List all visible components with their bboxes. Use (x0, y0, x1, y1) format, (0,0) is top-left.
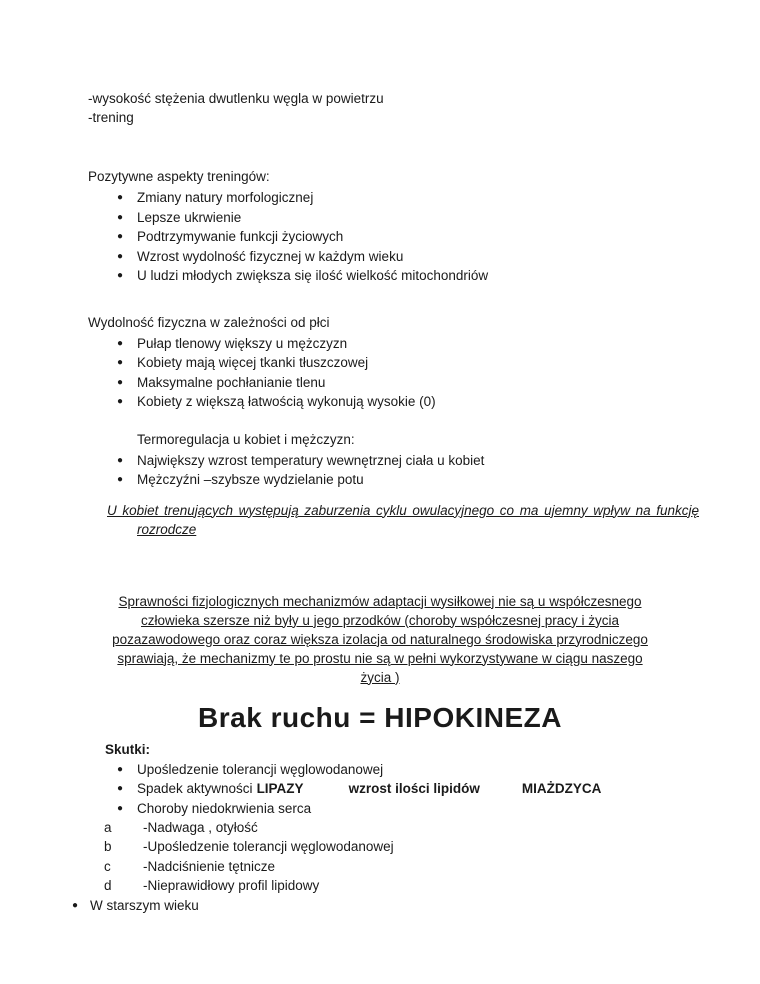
fitness-by-gender-list (88, 334, 672, 412)
bullet-item-lipase (88, 779, 672, 799)
bullet-item (88, 392, 672, 412)
bullet-item-text: Wzrost wydolność fizycznej w każdym wieku (137, 248, 404, 264)
lettered-item-text: -Nieprawidłowy profil lipidowy (143, 877, 320, 893)
bullet-item-text: Choroby niedokrwienia serca (137, 800, 312, 816)
bullet-dot-icon: ● (117, 783, 124, 794)
note-adaptation-paragraph: Sprawności fizjologicznych mechanizmów adaptacji wysiłkowej nie są u współczesnego człowieka szersze niż były u jego przodków (choroby współczesnej pracy i życia pozazawodowego oraz coraz większa izolacja od naturalnego środowiska przyrodniczego sprawiają, że mechanizmy te po prostu nie są w pełni wykorzystywane w ciągu naszego życia ) (112, 593, 648, 685)
effects-lettered-list (88, 818, 672, 895)
bullet-item (88, 451, 672, 471)
bullet-dot-icon: ● (117, 250, 124, 262)
bullet-item (88, 470, 672, 490)
section-title-positive-aspects: Pozytywne aspekty treningów: (88, 169, 270, 184)
bullet-dot-icon: ● (117, 270, 124, 281)
footer-bullet-text: W starszym wieku (90, 897, 199, 913)
bullet-item-text: Kobiety mają więcej tkanki tłuszczowej (137, 355, 369, 370)
bullet-item (88, 188, 672, 208)
bullet-item-text: U ludzi młodych zwiększa się ilość wielkość mitochondriów (137, 268, 489, 283)
section-title-thermoregulation: Termoregulacja u kobiet i mężczyzn: (137, 431, 355, 447)
atherosclerosis-term: MIAŻDZYCA (521, 781, 602, 796)
lipids-increase-term: wzrost ilości lipidów (348, 781, 480, 796)
intro-line-training: -trening (88, 110, 134, 125)
letter-marker: c (104, 858, 111, 874)
bullet-item-text: Lepsze ukrwienie (137, 209, 242, 225)
bullet-dot-icon: ● (117, 454, 124, 466)
bullet-dot-icon: ● (117, 357, 124, 368)
lettered-item-text: -Nadciśnienie tętnicze (143, 858, 276, 874)
positive-aspects-list (88, 188, 672, 286)
lettered-item (104, 818, 672, 837)
lettered-item (104, 857, 672, 876)
bullet-item-text: Upośledzenie tolerancji węglowodanowej (137, 761, 384, 777)
bullet-item-text: Kobiety z większą łatwością wykonują wysokie (0) (137, 394, 436, 409)
bullet-item-text: Mężczyźni –szybsze wydzielanie potu (137, 472, 364, 487)
bullet-dot-icon: ● (117, 396, 124, 407)
bullet-item (88, 208, 672, 228)
bullet-item (88, 760, 672, 780)
bullet-item (88, 373, 672, 393)
lipase-prefix: Spadek aktywności (137, 781, 253, 796)
bullet-item-text: Największy wzrost temperatury wewnętrznej ciała u kobiet (137, 452, 485, 468)
note-women-training-paragraph: U kobiet trenujących występują zaburzenia cyklu owulacyjnego co ma ujemny wpływ na funkcję rozrodcze (107, 502, 699, 537)
main-heading-hipokineza: Brak ruchu = HIPOKINEZA (198, 701, 562, 733)
bullet-item (88, 247, 672, 267)
lettered-item (104, 876, 672, 895)
bullet-dot-icon: ● (117, 231, 124, 242)
bullet-dot-icon: ● (117, 474, 124, 485)
effects-list (88, 760, 672, 819)
bullet-item-text: Zmiany natury morfologicznej (137, 190, 314, 205)
bullet-dot-icon: ● (117, 376, 124, 388)
letter-marker: b (104, 839, 112, 855)
effects-title: Skutki: (105, 741, 151, 757)
bullet-dot-icon: ● (117, 337, 124, 349)
bullet-item (88, 799, 672, 819)
thermoregulation-list (88, 451, 672, 490)
footer-bullet-older-age (72, 896, 672, 916)
bullet-dot-icon: ● (117, 192, 124, 203)
bullet-dot-icon: ● (117, 211, 124, 223)
bullet-item (88, 266, 672, 286)
bullet-item (88, 353, 672, 373)
lipase-term: LIPAZY (256, 781, 304, 796)
bullet-dot-icon: ● (117, 763, 124, 775)
letter-marker: a (104, 820, 112, 835)
bullet-dot-icon: ● (117, 802, 124, 814)
bullet-item (88, 334, 672, 354)
section-title-fitness-by-gender: Wydolność fizyczna w zależności od płci (88, 314, 330, 330)
bullet-item (88, 227, 672, 247)
bullet-item-text: Pułap tlenowy większy u mężczyzn (137, 335, 348, 351)
bullet-item-text: Maksymalne pochłanianie tlenu (137, 374, 326, 390)
bullet-dot-icon: ● (72, 899, 79, 911)
letter-marker: d (104, 877, 112, 893)
intro-line-co2: -wysokość stężenia dwutlenku węgla w powietrzu (88, 91, 384, 106)
lettered-item (104, 837, 672, 856)
lettered-item-text: -Nadwaga , otyłość (143, 820, 258, 835)
lettered-item-text: -Upośledzenie tolerancji węglowodanowej (143, 839, 394, 855)
bullet-item-text: Podtrzymywanie funkcji życiowych (137, 229, 344, 244)
